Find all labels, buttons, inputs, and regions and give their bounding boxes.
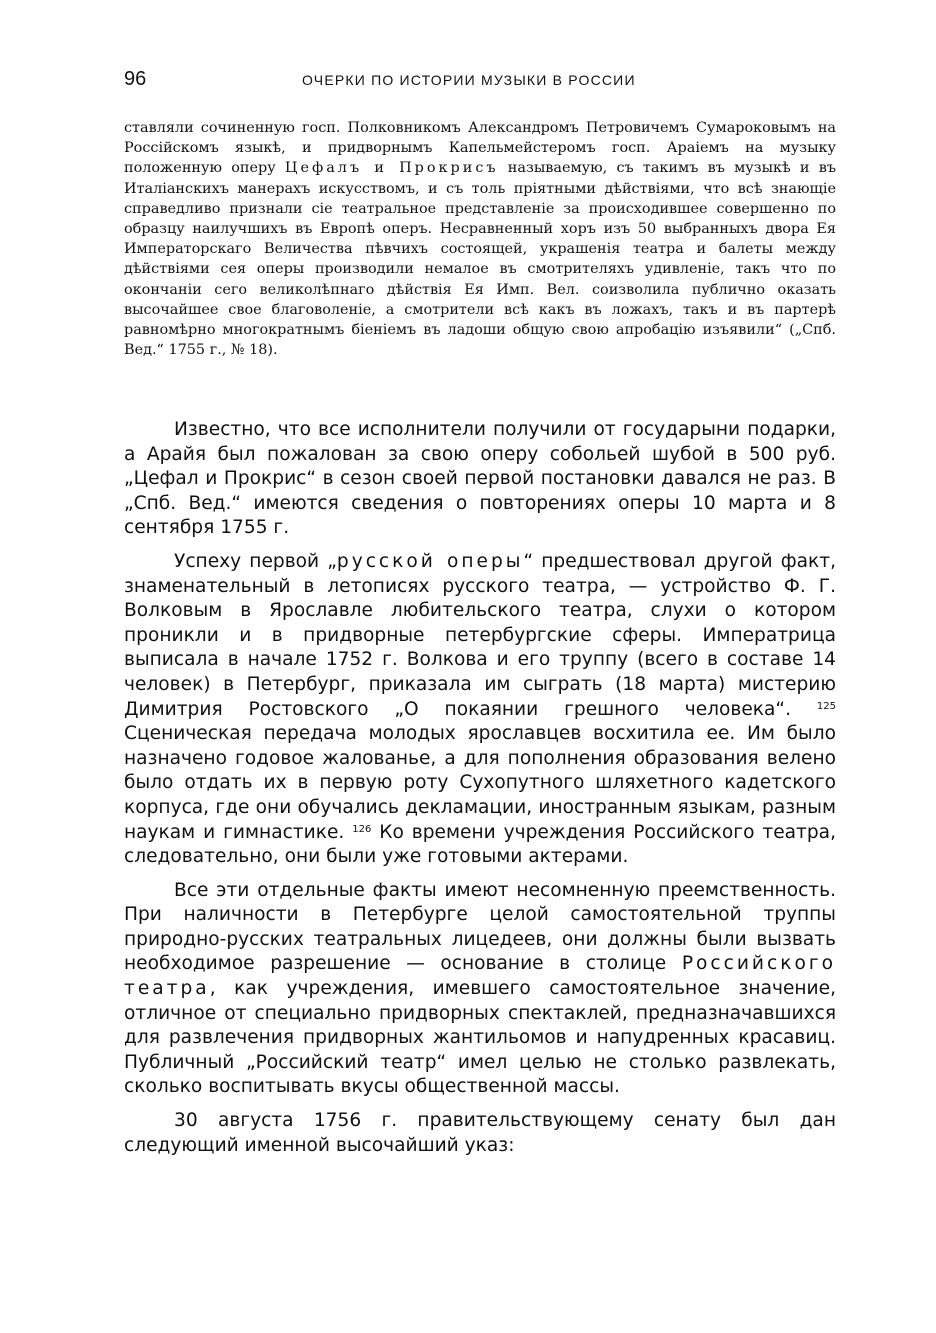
page-header	[124, 68, 836, 98]
quoted-report	[124, 118, 836, 360]
p2-text-a: Успеху первой „	[174, 550, 337, 572]
quote-text-start: ставляли сочиненную госп. Полковникомъ Александромъ Петровичемъ Сумароковымъ на Россійскомъ языкѣ, и придворнымъ Капельмейстеромъ госп. Араіемъ на музыку положенную оперу	[124, 120, 836, 177]
paragraph-russian-theatre	[124, 879, 836, 1100]
paragraph-gifts: Известно, что все исполнители получили от государыни подарки, а Арайя был пожалован за свою оперу собольей шубой в 500 руб. „Цефал и Прокрис“ в сезон своей первой постановки давался не раз. В „Спб. Вед.“ имеются сведения о повторениях оперы 10 марта и 8 сентября 1755 г.	[124, 419, 836, 539]
quote-text-end: называемую, съ такимъ въ музыкѣ и въ Италіанскихъ манерахъ искусствомъ, и съ толь пріятными дѣйствіями, что всѣ знающіе справедливо признали сіе театральное представленіе за происходившее совершенно по образцу наилучшихъ въ Европѣ оперъ. Несравненный хоръ изъ 50 выбранныхъ двора Ея Императорскаго Величества пѣвчихъ состоящей, украшенія театра и балеты между дѣйствіями сея оперы производили немалое въ смотрителяхъ удивленіе, такъ что по окончаніи сего великолѣпнаго дѣйствія Ея Имп. Вел. соизволила публично оказать высочайшее свое благоволеніе, а смотрители всѣ какъ въ ложахъ, такъ и въ партерѣ равномѣрно многократнымъ біеніемъ въ ладоши общую свою апробацію изъявили“ („Спб. Вед.“ 1755 г., № 18).	[124, 160, 836, 359]
opera-title: Цефалъ и Прокрисъ	[284, 160, 499, 177]
footnote-ref-125: 125	[816, 700, 836, 712]
p3-text-a: Все эти отдельные факты имеют несомненную преемственность. При наличности в Петербурге целой самостоятельной труппы природно-русских театральных лицедеев, они должны были вызвать необходимое разрешение — основание в столице	[124, 879, 836, 975]
paragraph-decree: 30 августа 1756 г. правительствующему сенату был дан следующий именной высочайший указ:	[124, 1110, 836, 1156]
p2-text-c: Сценическая передача молодых ярославцев восхитила ее. Им было назначено годовое жалованье, а для пополнения образования велено было отдать их в первую роту Сухопутного шляхетного кадетского корпуса, где они обучались декламации, иностранным языкам, разным наукам и гимнастике.	[124, 723, 836, 843]
russian-theatre-emphasis: Российского театра	[124, 953, 836, 1000]
russian-opera-emphasis: русской оперы	[336, 550, 524, 572]
p2-text-b: “ предшествовал другой факт, знаменательный в летописях русского театра, — устройство Ф. Г. Волковым в Ярославле любительского театра, слухи о котором проникли и в придворные петербургские сферы. Императрица выписала в начале 1752 г. Волкова и его труппу (всего в составе 14 человек) в Петербург, приказала им сыграть (18 марта) мистерию Димитрия Ростовского „О покаянии грешного человека“.	[124, 550, 837, 720]
paragraph-volkov-theatre	[124, 550, 836, 870]
quote-paragraph	[124, 118, 836, 360]
footnote-ref-126: 126	[352, 823, 372, 835]
p3-text-b: , как учреждения, имевшего самостоятельное значение, отличное от специально придворных спектаклей, предназначавшихся для развлечения придворных жантильомов и напудренных красавиц. Публичный „Российский театр“ имел целью не столько развлекать, сколько воспитывать вкусы общественной массы.	[124, 978, 836, 1098]
body-text	[124, 418, 836, 1167]
p2-text-d: Ко времени учреждения Российского театра, следовательно, они были уже готовыми актерами.	[124, 821, 836, 868]
page-number: 96	[124, 68, 147, 90]
running-title: ОЧЕРКИ ПО ИСТОРИИ МУЗЫКИ В РОССИИ	[302, 72, 636, 88]
